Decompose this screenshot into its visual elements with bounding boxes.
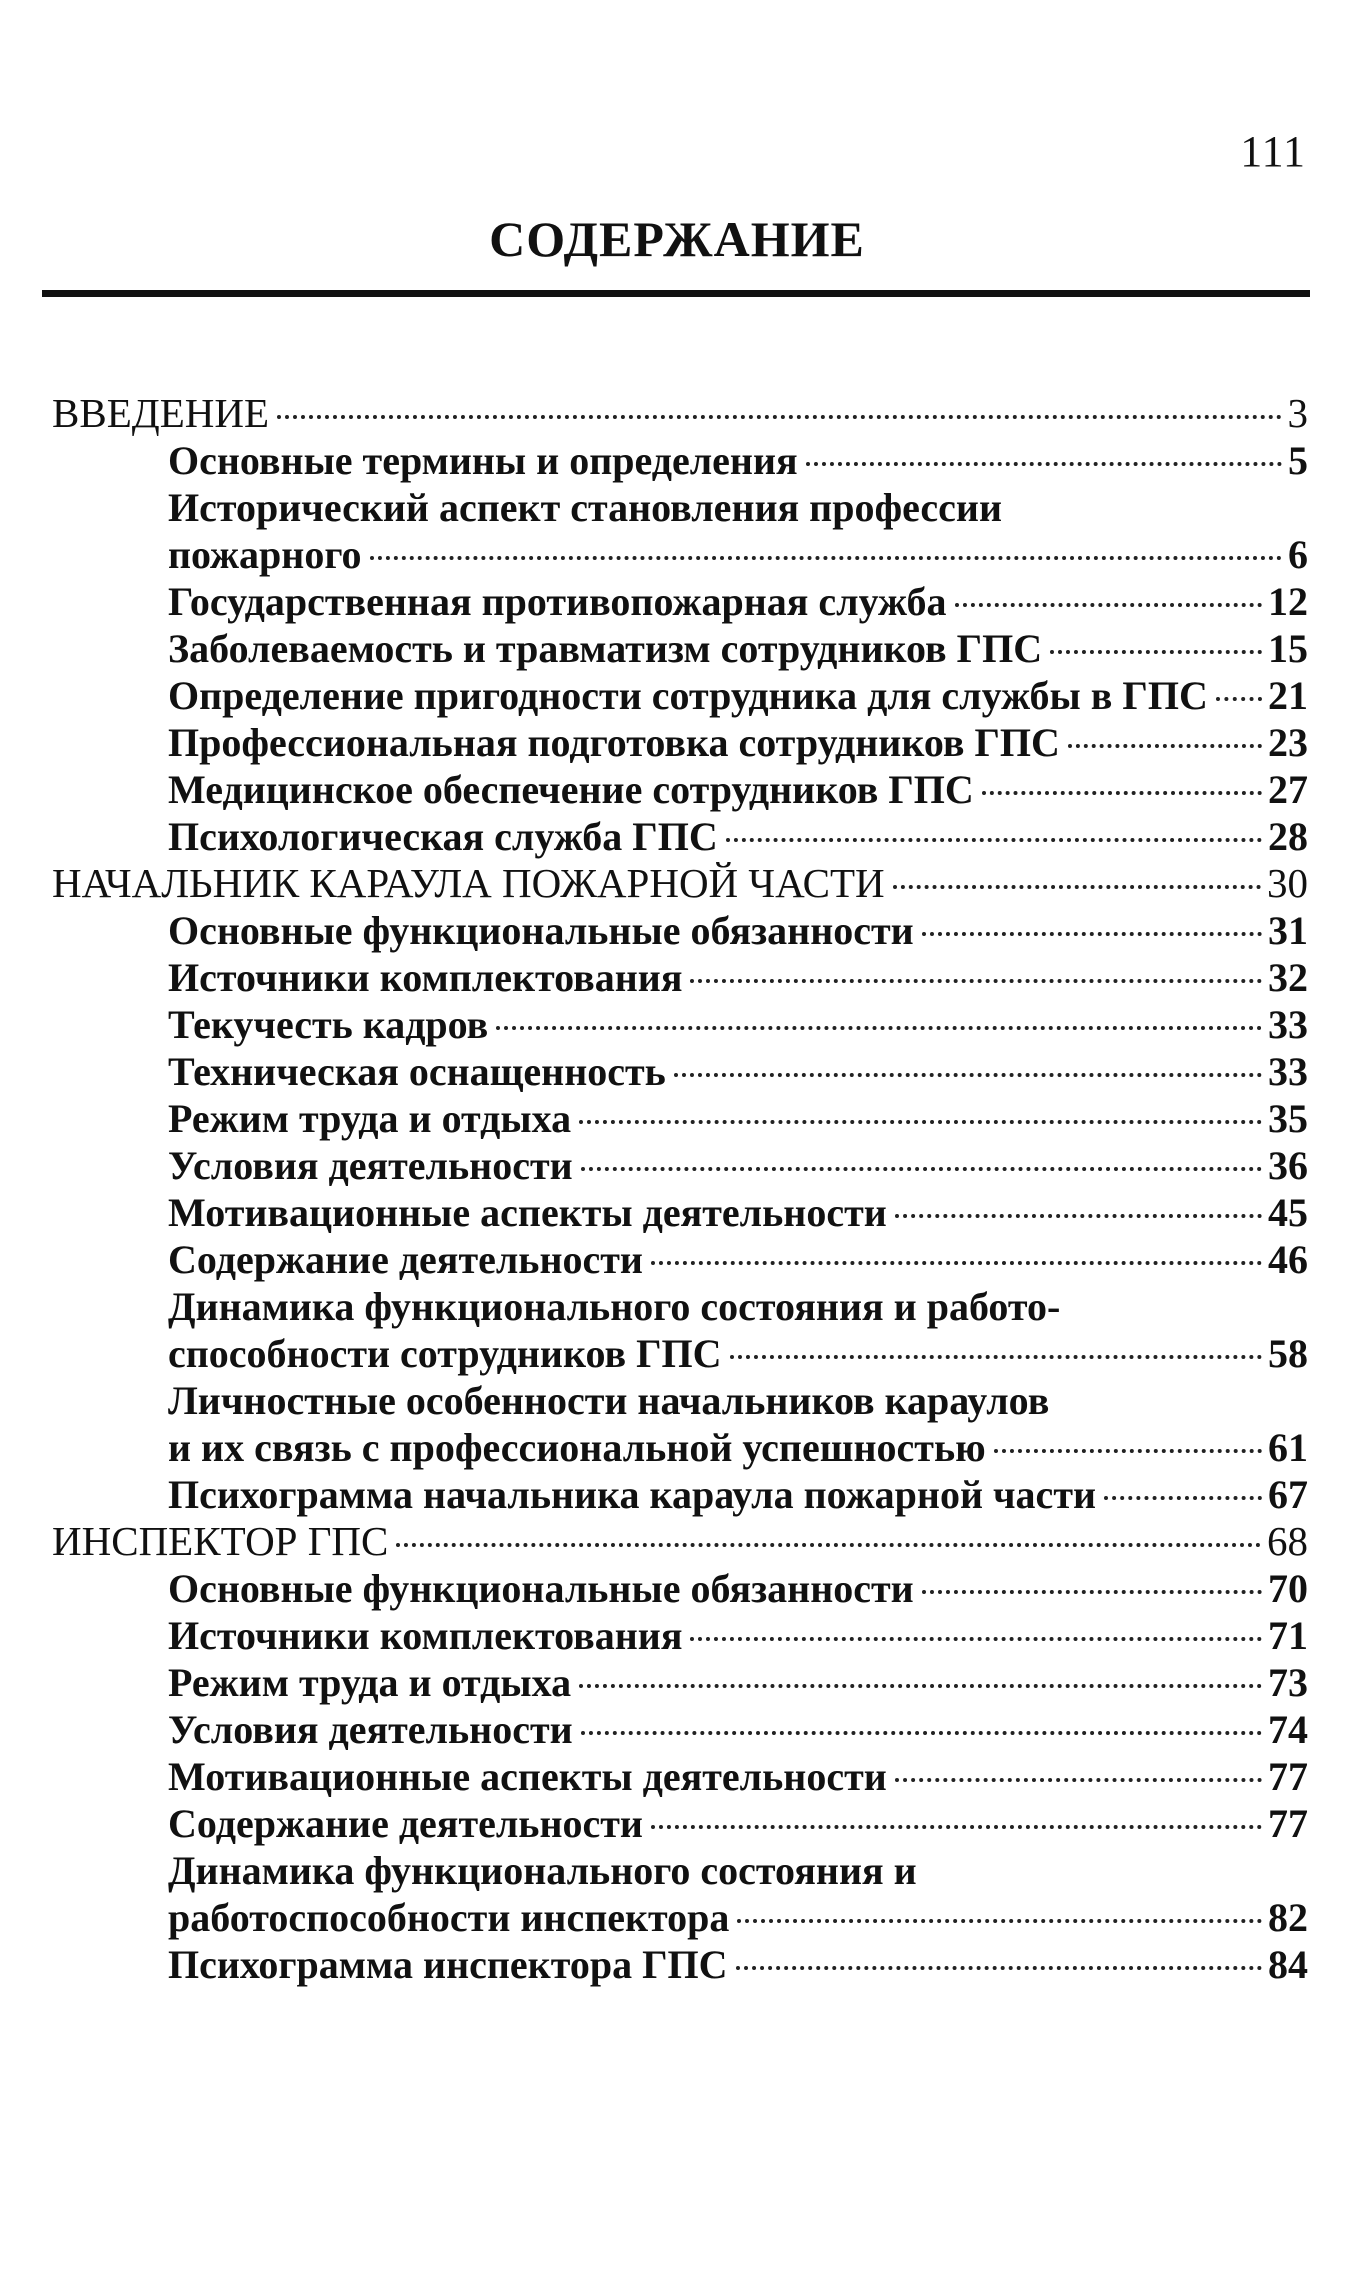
toc-entry-title: Заболеваемость и травматизм сотрудников ГПС (168, 626, 1043, 671)
dot-leader (895, 1214, 1262, 1218)
dot-leader (651, 1261, 1262, 1265)
toc-entry-line (52, 860, 1308, 907)
toc-entry-page: 6 (1288, 532, 1308, 577)
toc-subsection-entry (52, 1471, 1308, 1518)
dot-leader (895, 1778, 1262, 1782)
toc-entry-title: Основные функциональные обязанности (168, 908, 914, 953)
toc-entry-line (52, 1095, 1308, 1142)
dot-leader (579, 1684, 1262, 1688)
toc-entry-line (52, 719, 1308, 766)
toc-entry-title: Режим труда и отдыха (168, 1096, 572, 1141)
dot-leader (806, 462, 1282, 466)
toc-subsection-entry (52, 484, 1308, 578)
title-rule (42, 290, 1310, 297)
dot-leader (1068, 744, 1262, 748)
dot-leader (690, 1637, 1262, 1641)
toc-entry-line (52, 1753, 1308, 1800)
toc-entry-line (52, 813, 1308, 860)
toc-subsection-entry (52, 1753, 1308, 1800)
toc-entry-line (52, 1236, 1308, 1283)
toc-subsection-entry (52, 672, 1308, 719)
toc-subsection-entry (52, 954, 1308, 1001)
dot-leader (651, 1825, 1262, 1829)
toc-entry-page: 3 (1287, 390, 1308, 436)
toc-section-entry (52, 1518, 1308, 1565)
toc-entry-page: 31 (1268, 908, 1308, 953)
toc-entry-title: работоспособности инспектора (168, 1895, 730, 1940)
toc-entry-page: 36 (1268, 1143, 1308, 1188)
toc-entry-line (52, 1659, 1308, 1706)
toc-entry-page: 33 (1268, 1002, 1308, 1047)
toc-entry-title: Государственная противопожарная служба (168, 579, 947, 624)
toc-entry-page: 33 (1268, 1049, 1308, 1094)
toc-entry-line (52, 1471, 1308, 1518)
dot-leader (922, 1590, 1262, 1594)
dot-leader (370, 556, 1282, 560)
toc-subsection-entry (52, 1001, 1308, 1048)
toc-subsection-entry (52, 1706, 1308, 1753)
dot-leader (736, 1966, 1262, 1970)
toc-entry-title: Медицинское обеспечение сотрудников ГПС (168, 767, 974, 812)
toc-entry-line (52, 672, 1308, 719)
toc-entry-page: 77 (1268, 1754, 1308, 1799)
table-of-contents (52, 390, 1308, 1988)
toc-subsection-entry (52, 578, 1308, 625)
toc-entry-page: 28 (1268, 814, 1308, 859)
toc-entry-line (52, 1048, 1308, 1095)
toc-entry-page: 23 (1268, 720, 1308, 765)
toc-subsection-entry (52, 719, 1308, 766)
toc-entry-title: Текучесть кадров (168, 1002, 489, 1047)
toc-entry-title: Техническая оснащенность (168, 1049, 666, 1094)
toc-entry-title: Содержание деятельности (168, 1237, 643, 1282)
toc-entry-title: Психологическая служба ГПС (168, 814, 718, 859)
toc-entry-page: 45 (1268, 1190, 1308, 1235)
toc-entry-title: и их связь с профессиональной успешностью (168, 1425, 986, 1470)
toc-entry-line (52, 1330, 1308, 1377)
toc-entry-line (52, 1189, 1308, 1236)
toc-entry-line (52, 1518, 1308, 1565)
dot-leader (1050, 650, 1262, 654)
toc-entry-title: Источники комплектования (168, 1613, 683, 1658)
toc-entry-page: 77 (1268, 1801, 1308, 1846)
toc-entry-title: Мотивационные аспекты деятельности (168, 1190, 887, 1235)
toc-subsection-entry (52, 437, 1308, 484)
dot-leader (893, 885, 1261, 889)
toc-subsection-entry (52, 1659, 1308, 1706)
toc-entry-title: пожарного (168, 532, 362, 577)
dot-leader (726, 838, 1262, 842)
toc-entry-page: 5 (1288, 438, 1308, 483)
toc-entry-title: Основные термины и определения (168, 438, 798, 483)
toc-entry-page: 30 (1267, 860, 1308, 906)
toc-entry-page: 67 (1268, 1472, 1308, 1517)
toc-subsection-entry (52, 1095, 1308, 1142)
toc-entry-line (52, 954, 1308, 1001)
toc-entry-line (52, 1424, 1308, 1471)
toc-entry-line (52, 1283, 1308, 1330)
toc-entry-line (52, 766, 1308, 813)
page-title: СОДЕРЖАНИЕ (489, 211, 865, 267)
toc-entry-title: Психограмма инспектора ГПС (168, 1942, 728, 1987)
dot-leader (982, 791, 1262, 795)
toc-entry-line (52, 1001, 1308, 1048)
toc-entry-title: ИНСПЕКТОР ГПС (52, 1518, 389, 1564)
toc-entry-title: Режим труда и отдыха (168, 1660, 572, 1705)
toc-entry-title: Определение пригодности сотрудника для службы в ГПС (168, 673, 1208, 718)
toc-entry-title: способности сотрудников ГПС (168, 1331, 722, 1376)
toc-entry-line (52, 1612, 1308, 1659)
toc-entry-page: 84 (1268, 1942, 1308, 1987)
dot-leader (581, 1167, 1262, 1171)
toc-entry-title: Условия деятельности (168, 1707, 573, 1752)
dot-leader (690, 979, 1262, 983)
dot-leader (994, 1449, 1262, 1453)
toc-entry-title: Личностные особенности начальников караулов (168, 1378, 1050, 1423)
toc-entry-line (52, 437, 1308, 484)
toc-entry-page: 82 (1268, 1895, 1308, 1940)
toc-entry-line (52, 1894, 1308, 1941)
toc-subsection-entry (52, 1377, 1308, 1471)
toc-entry-line (52, 1377, 1308, 1424)
toc-subsection-entry (52, 1236, 1308, 1283)
toc-entry-page: 35 (1268, 1096, 1308, 1141)
toc-subsection-entry (52, 907, 1308, 954)
dot-leader (579, 1120, 1262, 1124)
toc-entry-title: Основные функциональные обязанности (168, 1566, 914, 1611)
toc-entry-page: 68 (1267, 1518, 1308, 1564)
toc-entry-title: ВВЕДЕНИЕ (52, 390, 270, 436)
dot-leader (496, 1026, 1262, 1030)
toc-entry-page: 15 (1268, 626, 1308, 671)
toc-entry-line (52, 1142, 1308, 1189)
toc-entry-page: 12 (1268, 579, 1308, 624)
toc-subsection-entry (52, 1847, 1308, 1941)
dot-leader (1104, 1496, 1262, 1500)
toc-entry-line (52, 625, 1308, 672)
toc-entry-line (52, 390, 1308, 437)
toc-subsection-entry (52, 1048, 1308, 1095)
toc-subsection-entry (52, 1612, 1308, 1659)
toc-subsection-entry (52, 1189, 1308, 1236)
toc-entry-page: 58 (1268, 1331, 1308, 1376)
toc-entry-line (52, 1706, 1308, 1753)
toc-entry-title: Динамика функционального состояния и (168, 1848, 917, 1893)
toc-entry-line (52, 484, 1308, 531)
toc-entry-line (52, 578, 1308, 625)
page-number: 111 (1240, 127, 1306, 176)
dot-leader (730, 1355, 1262, 1359)
toc-entry-line (52, 1800, 1308, 1847)
toc-entry-page: 21 (1268, 673, 1308, 718)
toc-entry-title: Содержание деятельности (168, 1801, 643, 1846)
toc-entry-title: Динамика функционального состояния и работо- (168, 1284, 1061, 1329)
toc-entry-page: 27 (1268, 767, 1308, 812)
dot-leader (922, 932, 1262, 936)
toc-subsection-entry (52, 766, 1308, 813)
dot-leader (737, 1919, 1262, 1923)
toc-entry-title: Условия деятельности (168, 1143, 573, 1188)
toc-entry-page: 73 (1268, 1660, 1308, 1705)
toc-entry-page: 32 (1268, 955, 1308, 1000)
toc-entry-title: Исторический аспект становления профессии (168, 485, 1002, 530)
toc-subsection-entry (52, 1283, 1308, 1377)
toc-entry-page: 61 (1268, 1425, 1308, 1470)
toc-entry-title: Источники комплектования (168, 955, 683, 1000)
dot-leader (674, 1073, 1262, 1077)
dot-leader (581, 1731, 1262, 1735)
toc-subsection-entry (52, 625, 1308, 672)
toc-entry-page: 46 (1268, 1237, 1308, 1282)
dot-leader (1216, 697, 1262, 701)
toc-entry-line (52, 1565, 1308, 1612)
toc-entry-title: НАЧАЛЬНИК КАРАУЛА ПОЖАРНОЙ ЧАСТИ (52, 860, 885, 906)
toc-entry-page: 70 (1268, 1566, 1308, 1611)
dot-leader (277, 415, 1281, 419)
toc-entry-line (52, 1847, 1308, 1894)
toc-entry-page: 71 (1268, 1613, 1308, 1658)
toc-subsection-entry (52, 1800, 1308, 1847)
toc-subsection-entry (52, 813, 1308, 860)
toc-subsection-entry (52, 1142, 1308, 1189)
dot-leader (955, 603, 1262, 607)
toc-entry-page: 74 (1268, 1707, 1308, 1752)
toc-entry-line (52, 1941, 1308, 1988)
toc-entry-line (52, 907, 1308, 954)
toc-entry-title: Профессиональная подготовка сотрудников ГПС (168, 720, 1060, 765)
toc-section-entry (52, 390, 1308, 437)
toc-entry-title: Мотивационные аспекты деятельности (168, 1754, 887, 1799)
toc-entry-line (52, 531, 1308, 578)
toc-section-entry (52, 860, 1308, 907)
toc-subsection-entry (52, 1941, 1308, 1988)
toc-entry-title: Психограмма начальника караула пожарной части (168, 1472, 1097, 1517)
dot-leader (396, 1543, 1261, 1547)
toc-subsection-entry (52, 1565, 1308, 1612)
